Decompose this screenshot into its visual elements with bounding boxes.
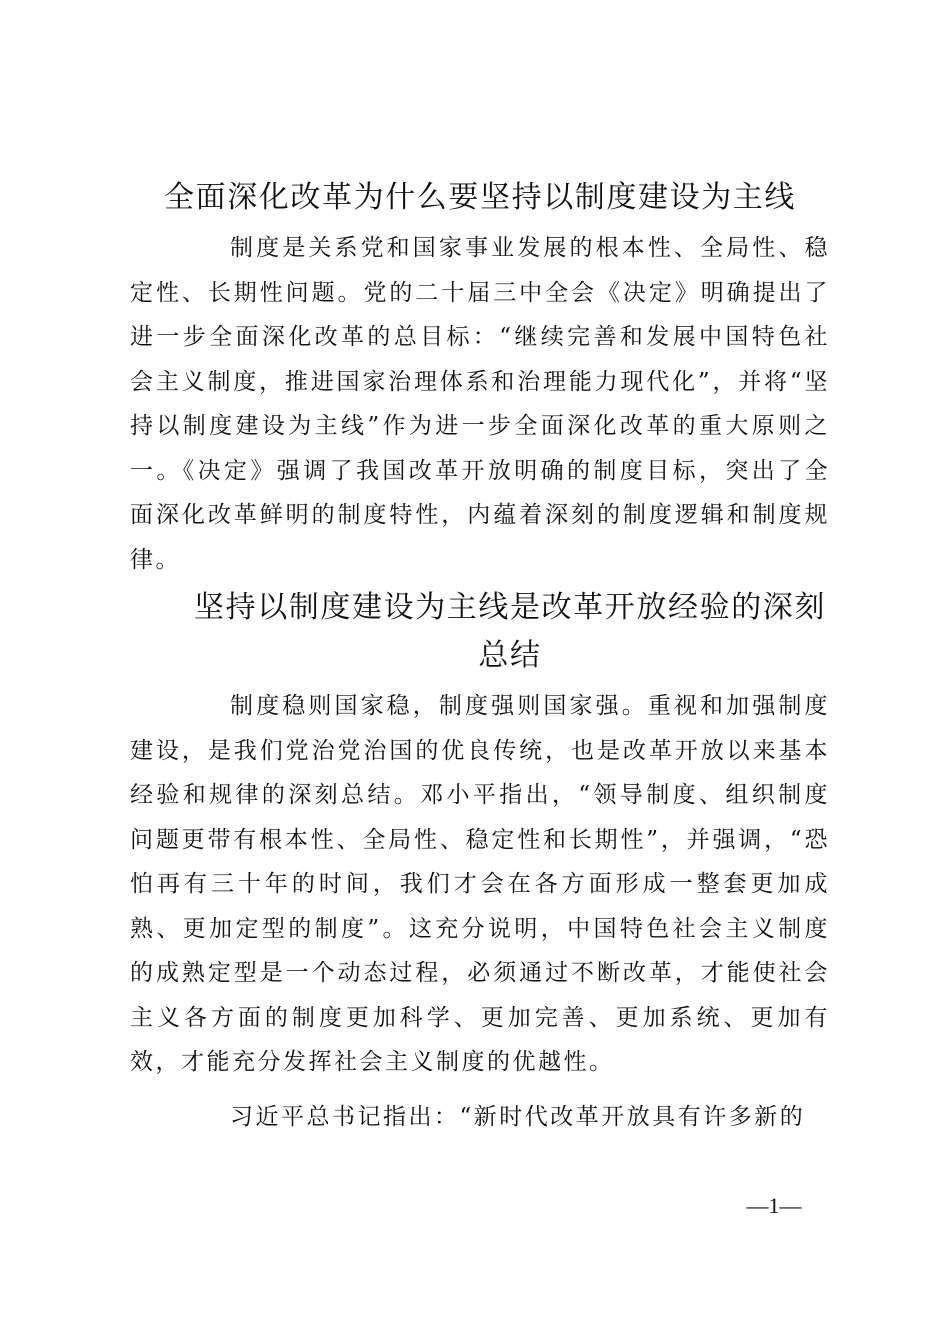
page-number: —1— — [746, 1193, 802, 1218]
section-paragraph-2: 习近平总书记指出：“新时代改革开放具有许多新的 — [230, 1103, 806, 1130]
document-body — [130, 170, 830, 1139]
document-title: 全面深化改革为什么要坚持以制度建设为主线 — [164, 180, 796, 215]
section-paragraph-1: 制度稳则国家稳，制度强则国家强。重视和加强制度建设，是我们党治党治国的优良传统，也是改革开放以来基本经验和规律的深刻总结。邓小平指出，“领导制度、组织制度问题更带有根本性、全局性、稳定性和长期性”，并强调，“恐怕再有三十年的时间，我们才会在各方面形成一整套更加成熟、更加定型的制度”。这充分说明，中国特色社会主义制度的成熟定型是一个动态过程，必须通过不断改革，才能使社会主义各方面的制度更加科学、更加完善、更加系统、更加有效，才能充分发挥社会主义制度的优越性。 — [130, 693, 830, 1075]
intro-paragraph: 制度是关系党和国家事业发展的根本性、全局性、稳定性、长期性问题。党的二十届三中全会《决定》明确提出了进一步全面深化改革的总目标：“继续完善和发展中国特色社会主义制度，推进国家治理体系和治理能力现代化”，并将“坚持以制度建设为主线”作为进一步全面深化改革的重大原则之一。《决定》强调了我国改革开放明确的制度目标，突出了全面深化改革鲜明的制度特性，内蕴着深刻的制度逻辑和制度规律。 — [130, 235, 830, 573]
section-heading: 坚持以制度建设为主线是改革开放经验的深刻总结 — [194, 590, 826, 673]
